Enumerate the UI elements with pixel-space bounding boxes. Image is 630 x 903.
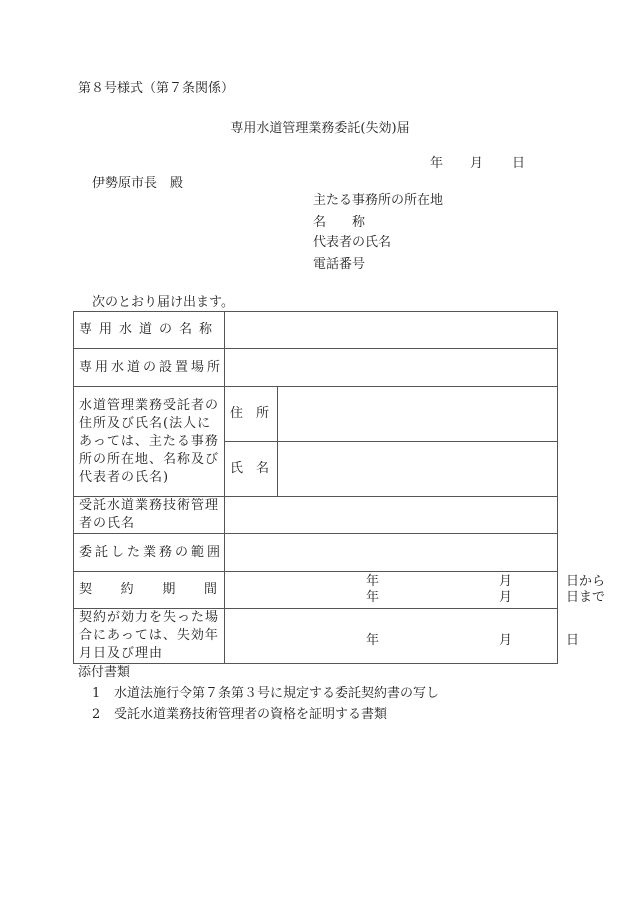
contract-period-label: 契 約 期 間 (74, 572, 225, 609)
date-month-label: 月 (470, 156, 484, 171)
name-label: 名 称 (313, 215, 366, 230)
contractor-address-field[interactable] (278, 387, 558, 442)
waterworks-name-label: 専用水道の名称 (74, 312, 225, 349)
contract-period-to: 年 月 日まで (366, 590, 606, 605)
attachment-item: 2 受託水道業務技術管理者の資格を証明する書類 (92, 707, 388, 722)
addressee: 伊勢原市長 殿 (92, 176, 184, 191)
table-row (74, 349, 558, 387)
waterworks-name-field[interactable] (225, 312, 558, 349)
table-row (74, 387, 558, 442)
installation-location-field[interactable] (225, 349, 558, 387)
contractor-name-label: 氏 名 (225, 442, 278, 497)
contract-period-from: 年 月 日から (366, 574, 606, 589)
representative-label: 代表者の氏名 (313, 235, 392, 250)
contractor-address-label: 住 所 (225, 387, 278, 442)
attachment-item: 1 水道法施行令第７条第３号に規定する委託契約書の写し (92, 686, 440, 701)
date-year-label: 年 (430, 156, 444, 171)
expiry-date: 年 月 日 (366, 633, 580, 648)
table-row (74, 497, 558, 534)
technical-manager-field[interactable] (225, 497, 558, 534)
scope-field[interactable] (225, 534, 558, 572)
table-row (74, 312, 558, 349)
technical-manager-label: 受託水道業務技術管理者の氏名 (74, 497, 225, 534)
attachments-heading: 添付書類 (78, 665, 131, 680)
phone-label: 電話番号 (313, 257, 366, 272)
notification-table (73, 311, 606, 664)
office-address-label: 主たる事務所の所在地 (313, 193, 444, 208)
installation-location-label: 専用水道の設置場所 (74, 349, 225, 387)
expiry-field[interactable] (225, 609, 580, 664)
table-row (74, 534, 558, 572)
table-row (74, 609, 558, 664)
contract-period-field[interactable] (225, 572, 606, 609)
document-title: 専用水道管理業務委託(失効)届 (230, 121, 410, 136)
intro-text: 次のとおり届け出ます。 (92, 295, 234, 310)
contractor-label: 水道管理業務受託者の住所及び氏名(法人にあっては、主たる事務所の所在地、名称及び代表者の氏名) (74, 387, 225, 497)
table-row (74, 572, 558, 609)
expiry-label: 契約が効力を失った場合にあっては、失効年月日及び理由 (74, 609, 225, 664)
scope-label: 委託した業務の範囲 (74, 534, 225, 572)
date-day-label: 日 (512, 156, 526, 171)
form-number: 第８号様式（第７条関係） (78, 81, 235, 96)
contractor-name-field[interactable] (278, 442, 558, 497)
